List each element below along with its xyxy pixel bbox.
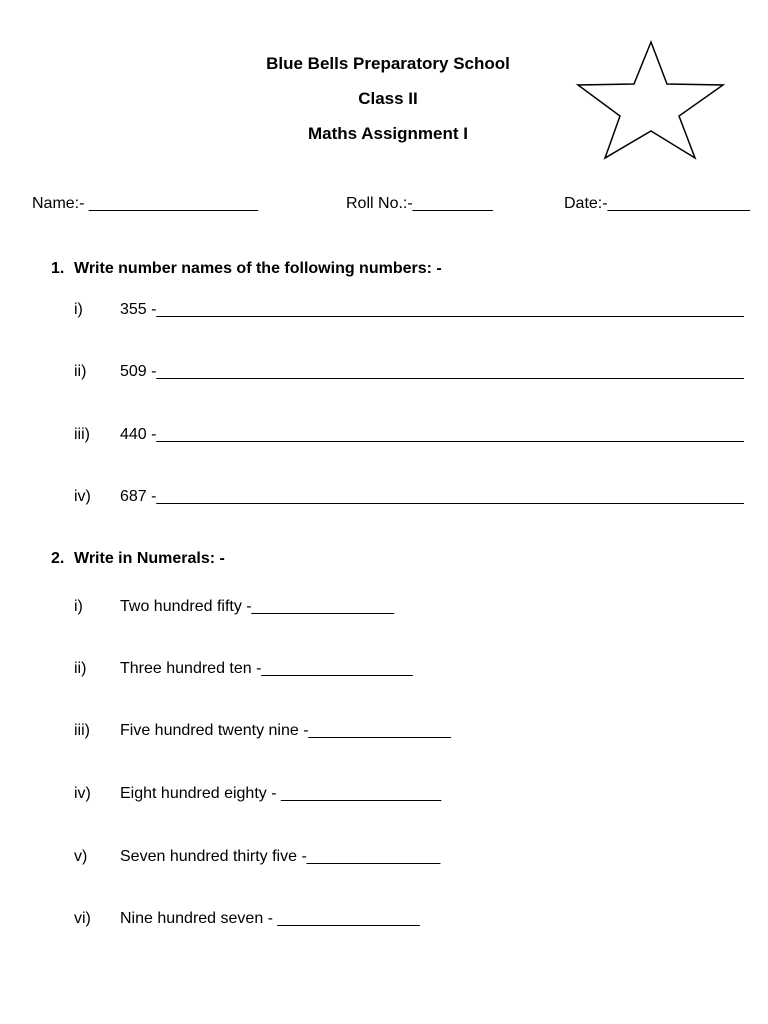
q2-roman-4: iv) [74,785,91,802]
question-1-title: Write number names of the following numbers: - [74,260,442,277]
question-1-number: 1. [51,260,65,277]
q2-item-1: Two hundred fifty -________________ [120,598,394,615]
q2-item-5: Seven hundred thirty five -_______________ [120,848,441,865]
q2-roman-3: iii) [74,722,90,739]
q1-roman-4: iv) [74,488,91,505]
q2-item-2: Three hundred ten -_________________ [120,660,413,677]
q2-roman-6: vi) [74,910,91,927]
q2-roman-5: v) [74,848,88,865]
q1-roman-2: ii) [74,363,87,380]
question-2-title: Write in Numerals: - [74,550,225,567]
q1-item-3: 440 -__________________________________________________________________ [120,426,744,443]
q1-roman-1: i) [74,301,83,318]
q2-item-6: Nine hundred seven - ________________ [120,910,420,927]
q1-item-1: 355 -__________________________________________________________________ [120,301,744,318]
q2-item-3: Five hundred twenty nine -________________ [120,722,451,739]
q2-roman-1: i) [74,598,83,615]
q2-item-4: Eight hundred eighty - __________________ [120,785,442,802]
star-outline-icon [575,38,727,162]
school-name: Blue Bells Preparatory School [266,54,510,73]
roll-field: Roll No.:-_________ [346,195,493,212]
q1-roman-3: iii) [74,426,90,443]
assignment-title: Maths Assignment I [308,124,468,143]
q2-roman-2: ii) [74,660,87,677]
class-title: Class II [358,89,418,108]
name-field: Name:- ___________________ [32,195,258,212]
date-field: Date:-________________ [564,195,750,212]
question-2-number: 2. [51,550,65,567]
q1-item-2: 509 -__________________________________________________________________ [120,363,744,380]
q1-item-4: 687 -__________________________________________________________________ [120,488,744,505]
